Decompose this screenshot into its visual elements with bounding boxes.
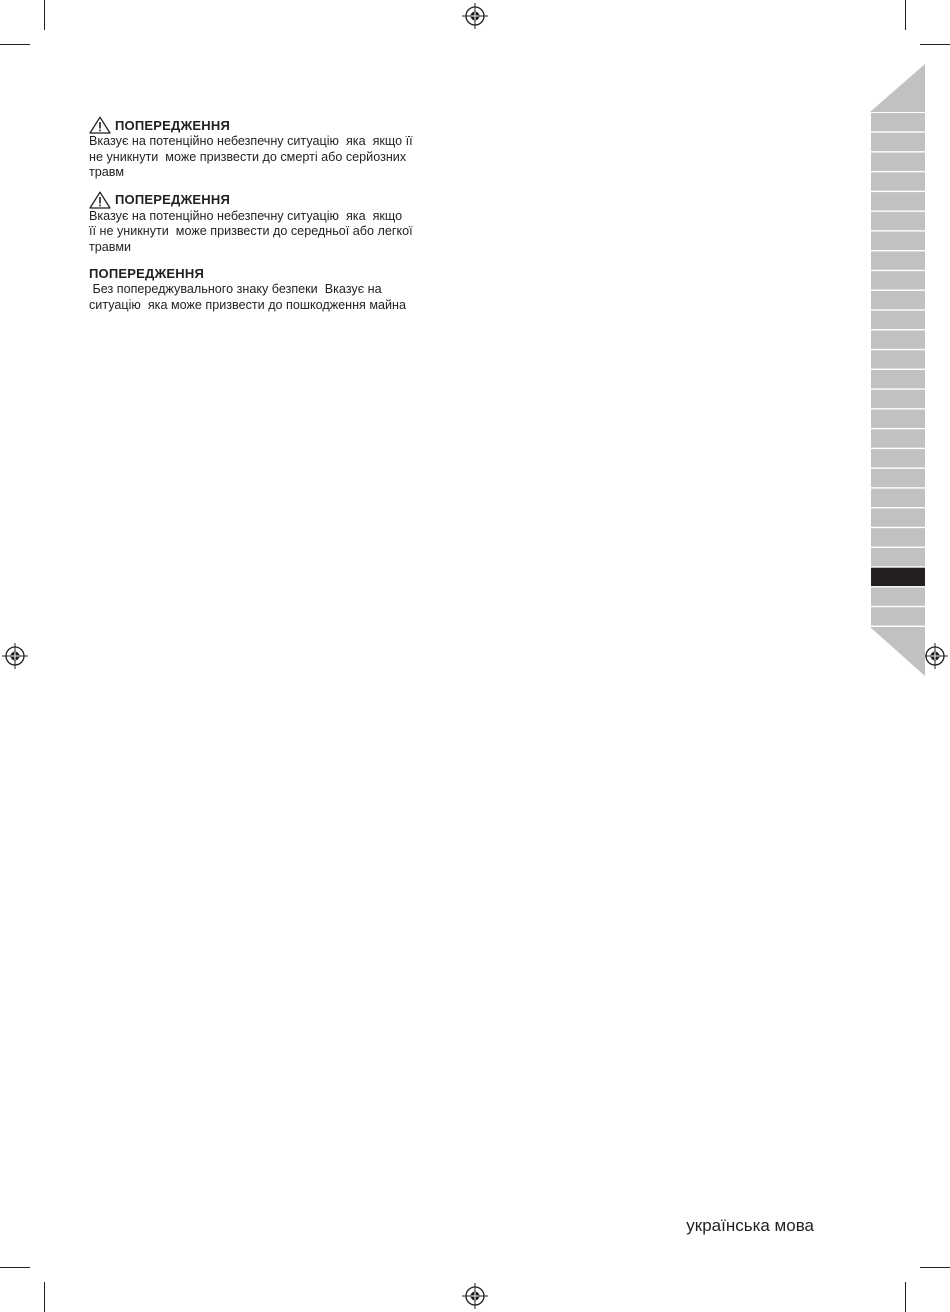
- language-tab: [871, 330, 925, 348]
- caution-text-line: її не уникнути може призвести до середньої або легкої: [89, 224, 413, 238]
- language-tab: [871, 607, 925, 625]
- language-tab: [871, 508, 925, 526]
- language-tab: [871, 370, 925, 388]
- language-tab: [871, 350, 925, 368]
- tab-strip-bottom-corner: [870, 627, 925, 676]
- language-tab: [871, 528, 925, 546]
- language-tab: [871, 390, 925, 408]
- warning-text-line: не уникнути може призвести до смерті або серйозних: [89, 149, 407, 164]
- language-tab-active: [871, 568, 925, 586]
- language-tab: [871, 271, 925, 289]
- notice-heading-text: ПОПЕРЕДЖЕННЯ: [89, 266, 205, 281]
- notice-text-line: Без попереджувального знаку безпеки Вказує на: [89, 282, 382, 296]
- warning-text-line: Вказує на потенційно небезпечну ситуацію яка якщо її: [89, 134, 413, 148]
- language-tab: [871, 153, 925, 171]
- caution-heading-text: ПОПЕРЕДЖЕННЯ: [115, 192, 231, 207]
- caution-text-line: травми: [89, 239, 132, 254]
- tab-strip-top-corner: [870, 64, 925, 112]
- language-tab: [871, 291, 925, 309]
- language-tab: [871, 410, 925, 428]
- language-tab: [871, 469, 925, 487]
- language-tab: [871, 548, 925, 566]
- notice-text-line: ситуацію яка може призвести до пошкодження майна: [89, 297, 407, 312]
- caution-text-line: Вказує на потенційно небезпечну ситуацію яка якщо: [89, 208, 403, 223]
- language-tab: [871, 449, 925, 467]
- language-tab: [871, 587, 925, 605]
- language-tab: [871, 232, 925, 250]
- language-tab: [871, 212, 925, 230]
- language-tab: [871, 489, 925, 507]
- language-tab: [871, 113, 925, 131]
- language-tab: [871, 311, 925, 329]
- language-tab: [871, 133, 925, 151]
- language-tab: [871, 251, 925, 269]
- warning-heading-text: ПОПЕРЕДЖЕННЯ: [115, 117, 231, 133]
- warning-text-line: травм: [89, 165, 124, 179]
- language-tab: [871, 172, 925, 190]
- language-tab: [871, 192, 925, 210]
- language-label: українська мова: [686, 1216, 814, 1235]
- language-tab: [871, 429, 925, 447]
